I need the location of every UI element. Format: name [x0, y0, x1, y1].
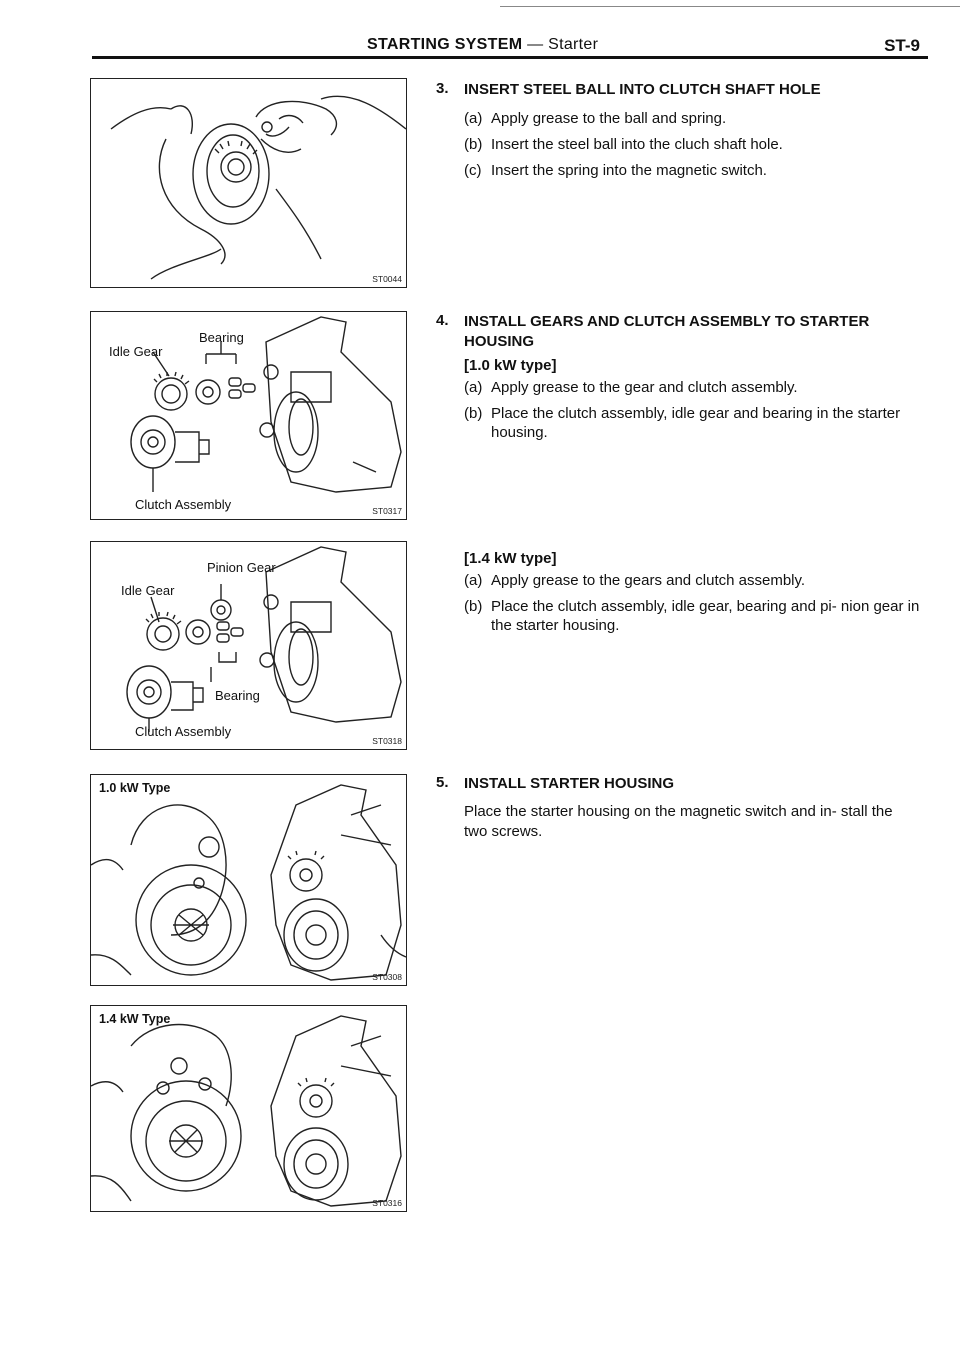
- steel-ball-illustration: [91, 79, 406, 287]
- label-type-1-4kw: 1.4 kW Type: [99, 1012, 171, 1026]
- page-title: STARTING SYSTEM — Starter: [367, 36, 599, 53]
- step-number: 3.: [436, 80, 449, 97]
- figure-id: ST0308: [372, 972, 402, 982]
- step-heading: INSTALL STARTER HOUSING: [464, 775, 674, 792]
- figure-gears-1-4kw: [90, 541, 407, 750]
- figure-id: ST0044: [372, 274, 402, 284]
- housing-1kw-illustration: [91, 775, 406, 985]
- label-bearing: Bearing: [215, 688, 260, 703]
- header-rule: [92, 56, 928, 59]
- label-bearing: Bearing: [199, 330, 244, 345]
- figure-housing-1kw: [90, 774, 407, 986]
- figure-id: ST0318: [372, 736, 402, 746]
- figure-housing-1-4kw: [90, 1005, 407, 1212]
- figure-gears-1kw: [90, 311, 407, 520]
- label-idle-gear: Idle Gear: [121, 583, 175, 598]
- step-number: 5.: [436, 774, 449, 791]
- step-heading: INSERT STEEL BALL INTO CLUTCH SHAFT HOLE: [464, 81, 821, 98]
- variant-label-1kw: [1.0 kW type]: [464, 357, 557, 374]
- label-type-1kw: 1.0 kW Type: [99, 781, 171, 795]
- label-clutch-assembly: Clutch Assembly: [135, 724, 232, 739]
- top-edge-line: [500, 6, 960, 7]
- figure-id: ST0316: [372, 1198, 402, 1208]
- variant-label-1-4kw: [1.4 kW type]: [464, 550, 557, 567]
- figure-id: ST0317: [372, 506, 402, 516]
- figure-steel-ball: [90, 78, 407, 288]
- step-paragraph: Place the starter housing on the magnetic switch and in- stall the two screws.: [464, 803, 893, 840]
- step-heading: INSTALL GEARS AND CLUTCH ASSEMBLY TO STARTER HOUSING: [464, 313, 870, 350]
- label-pinion-gear: Pinion Gear: [207, 560, 276, 575]
- page-code: ST-9: [884, 36, 920, 55]
- step-number: 4.: [436, 312, 449, 329]
- label-clutch-assembly: Clutch Assembly: [135, 497, 232, 512]
- housing-1-4kw-illustration: [91, 1006, 406, 1211]
- label-idle-gear: Idle Gear: [109, 344, 163, 359]
- page-header: [92, 36, 928, 58]
